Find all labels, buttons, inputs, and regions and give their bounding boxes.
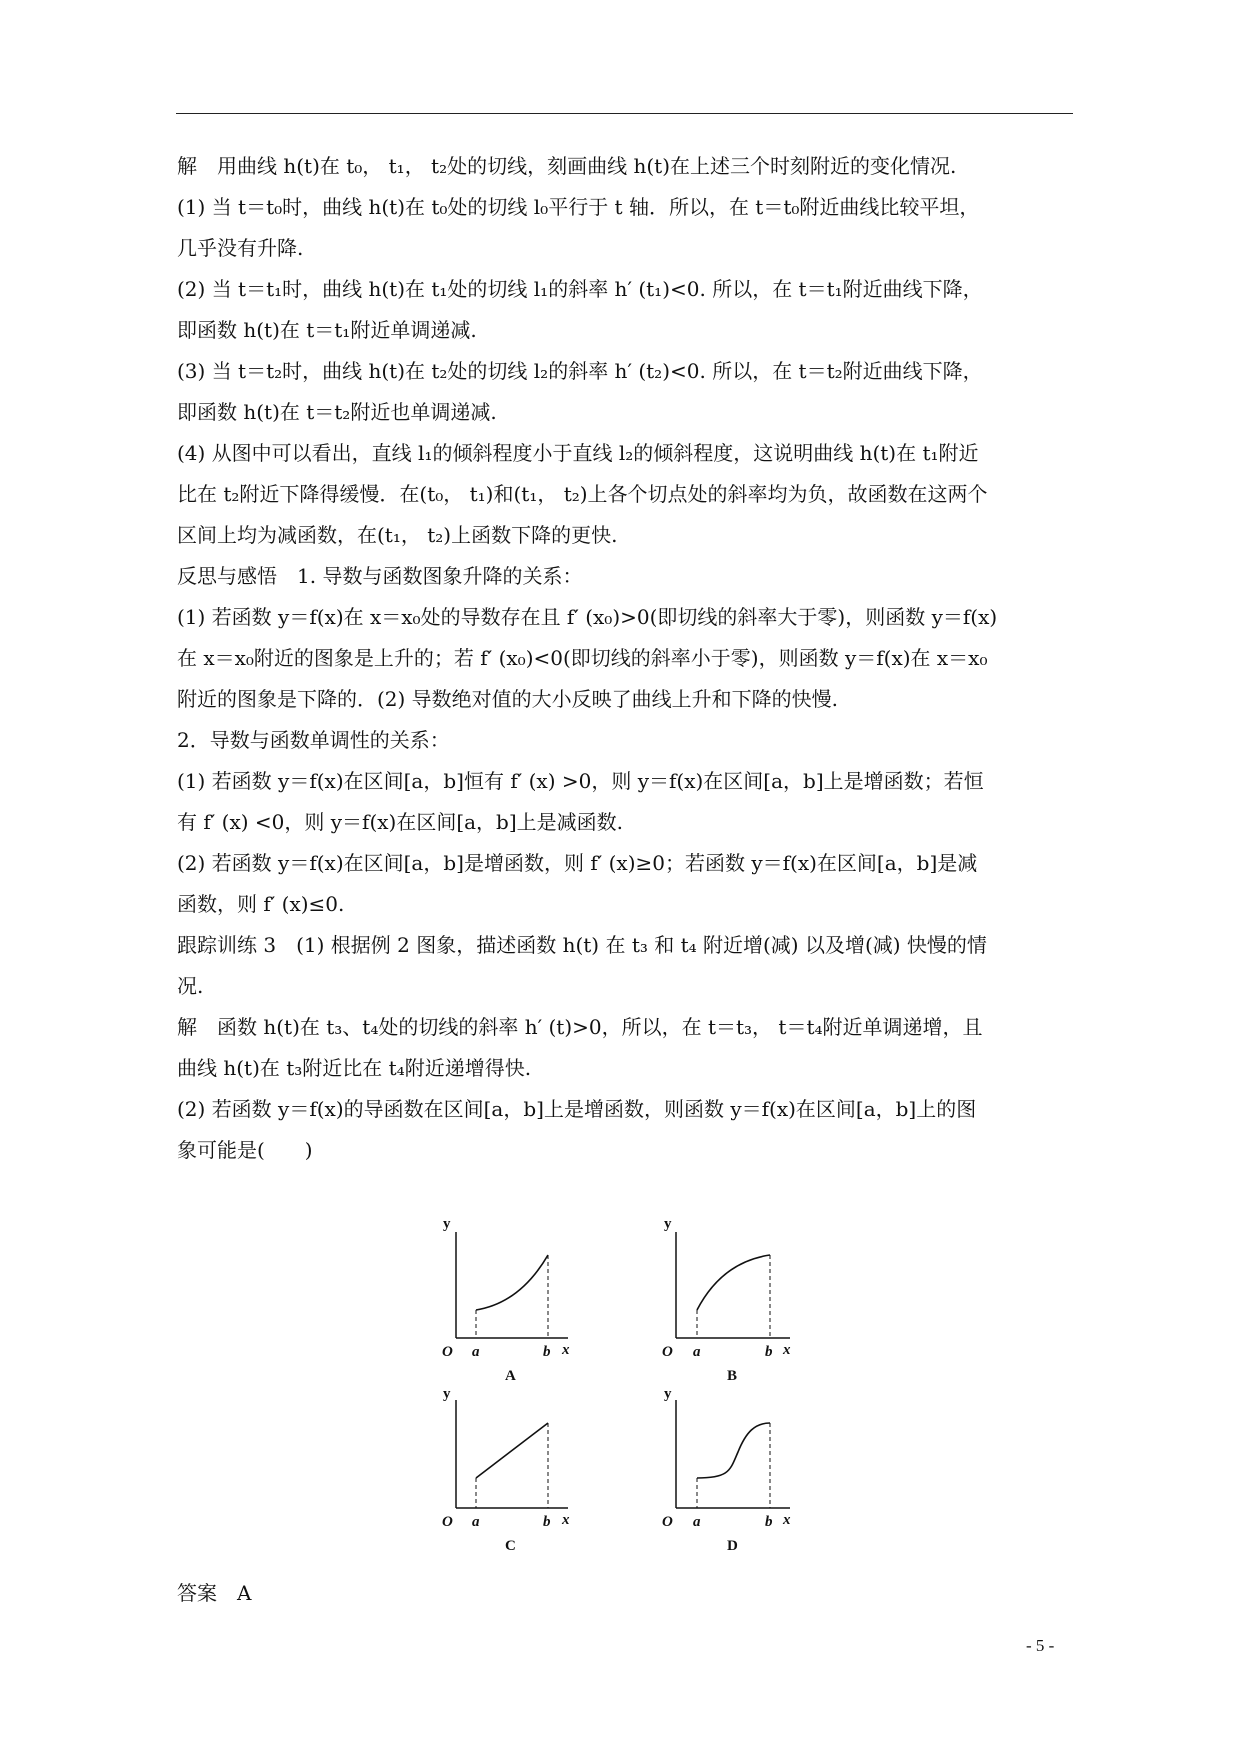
practice-q2-line-b: 象可能是( ) bbox=[177, 1138, 313, 1162]
figure-a-b-label: b bbox=[543, 1344, 551, 1360]
figure-b bbox=[662, 1216, 791, 1384]
reflection-1-line-b: 在 x＝x₀附近的图象是上升的；若 f′ (x₀)<0(即切线的斜率小于零)，则函数 y＝f(x)在 x＝x₀ bbox=[177, 646, 988, 670]
item3-line-a: (3) 当 t＝t₂时，曲线 h(t)在 t₂处的切线 l₂的斜率 h′ (t₂)<0. 所以，在 t＝t₂附近曲线下降， bbox=[177, 359, 983, 383]
figure-a-y-label: y bbox=[443, 1216, 451, 1232]
item2-line-b: 即函数 h(t)在 t＝t₁附近单调递减. bbox=[177, 318, 477, 342]
figure-c bbox=[442, 1386, 570, 1554]
item2-line-a: (2) 当 t＝t₁时，曲线 h(t)在 t₁处的切线 l₁的斜率 h′ (t₁)<0. 所以，在 t＝t₁附近曲线下降， bbox=[177, 277, 983, 301]
item4-line-c: 区间上均为减函数，在(t₁， t₂)上函数下降的更快. bbox=[177, 523, 618, 547]
answer-label: 答案 bbox=[177, 1581, 217, 1605]
answer-line bbox=[177, 1578, 251, 1608]
figure-d-a-label: a bbox=[693, 1514, 701, 1530]
figure-d-origin: O bbox=[662, 1514, 673, 1530]
practice-q1-line-b: 况. bbox=[177, 974, 204, 998]
reflection-point-2: 2．导数与函数单调性的关系： bbox=[177, 728, 450, 752]
page-number: - 5 - bbox=[1026, 1636, 1055, 1655]
reflection-2-line-b: 有 f′ (x) <0，则 y＝f(x)在区间[a，b]上是减函数. bbox=[177, 810, 624, 834]
figure-d-b-label: b bbox=[765, 1514, 773, 1530]
figure-c-curve bbox=[476, 1423, 548, 1478]
figure-a bbox=[442, 1216, 570, 1384]
figure-d bbox=[662, 1386, 791, 1554]
figure-a-caption: A bbox=[505, 1368, 516, 1384]
reflection-point-1: 1. 导数与函数图象升降的关系： bbox=[297, 564, 583, 588]
reflection-1-line-a: (1) 若函数 y＝f(x)在 x＝x₀处的导数存在且 f′ (x₀)>0(即切线的斜率大于零)，则函数 y＝f(x) bbox=[177, 605, 998, 629]
figure-c-caption: C bbox=[505, 1538, 516, 1554]
practice-solution-line-b: 曲线 h(t)在 t₃附近比在 t₄附近递增得快. bbox=[177, 1056, 532, 1080]
figure-b-a-label: a bbox=[693, 1344, 701, 1360]
item1-line-a: (1) 当 t＝t₀时，曲线 h(t)在 t₀处的切线 l₀平行于 t 轴．所以，在 t＝t₀附近曲线比较平坦， bbox=[177, 195, 980, 219]
figure-d-caption: D bbox=[727, 1538, 738, 1554]
practice-q1: (1) 根据例 2 图象，描述函数 h(t) 在 t₃ 和 t₄ 附近增(减) 以及增(减) 快慢的情 bbox=[296, 933, 987, 957]
practice-title: 跟踪训练 3 bbox=[177, 933, 277, 957]
reflection-title: 反思与感悟 bbox=[177, 564, 277, 588]
practice-solution: 函数 h(t)在 t₃、t₄处的切线的斜率 h′ (t)>0，所以，在 t＝t₃， t＝t₄附近单调递增，且 bbox=[217, 1015, 983, 1039]
reflection-1-line-c: 附近的图象是下降的．(2) 导数绝对值的大小反映了曲线上升和下降的快慢. bbox=[177, 687, 839, 711]
item3-line-b: 即函数 h(t)在 t＝t₂附近也单调递减. bbox=[177, 400, 497, 424]
figure-c-a-label: a bbox=[472, 1514, 480, 1530]
figure-a-origin: O bbox=[442, 1344, 453, 1360]
reflection-2-line-a: (1) 若函数 y＝f(x)在区间[a，b]恒有 f′ (x) >0，则 y＝f(x)在区间[a，b]上是增函数；若恒 bbox=[177, 769, 984, 793]
figure-b-x-label: x bbox=[783, 1342, 791, 1358]
item4-line-a: (4) 从图中可以看出，直线 l₁的倾斜程度小于直线 l₂的倾斜程度，这说明曲线 h(t)在 t₁附近 bbox=[177, 441, 979, 465]
figure-c-x-label: x bbox=[562, 1512, 570, 1528]
figure-c-y-label: y bbox=[443, 1386, 451, 1402]
reflection-2-line-d: 函数，则 f′ (x)≤0. bbox=[177, 892, 345, 916]
item4-line-b: 比在 t₂附近下降得缓慢．在(t₀， t₁)和(t₁， t₂)上各个切点处的斜率均为负，故函数在这两个 bbox=[177, 482, 988, 506]
figure-b-origin: O bbox=[662, 1344, 673, 1360]
figure-a-x-label: x bbox=[562, 1342, 570, 1358]
answer-value: A bbox=[237, 1581, 252, 1605]
figure-a-curve bbox=[476, 1255, 548, 1310]
item1-line-b: 几乎没有升降. bbox=[177, 236, 304, 260]
reflection-2-line-c: (2) 若函数 y＝f(x)在区间[a，b]是增函数，则 f′ (x)≥0；若函数 y＝f(x)在区间[a，b]是减 bbox=[177, 851, 978, 875]
solution-intro: 用曲线 h(t)在 t₀， t₁， t₂处的切线，刻画曲线 h(t)在上述三个时刻附近的变化情况. bbox=[217, 154, 957, 178]
figure-b-curve bbox=[697, 1255, 770, 1310]
figure-b-y-label: y bbox=[664, 1216, 672, 1232]
figure-d-y-label: y bbox=[664, 1386, 672, 1402]
figure-d-curve bbox=[697, 1423, 770, 1478]
solution-prefix: 解 bbox=[177, 154, 197, 178]
figure-b-b-label: b bbox=[765, 1344, 773, 1360]
figure-c-origin: O bbox=[442, 1514, 453, 1530]
figure-d-x-label: x bbox=[783, 1512, 791, 1528]
practice-solution-prefix: 解 bbox=[177, 1015, 197, 1039]
figure-c-b-label: b bbox=[543, 1514, 551, 1530]
figure-b-caption: B bbox=[727, 1368, 738, 1384]
practice-q2-line-a: (2) 若函数 y＝f(x)的导函数在区间[a，b]上是增函数，则函数 y＝f(x)在区间[a，b]上的图 bbox=[177, 1097, 977, 1121]
figure-a-a-label: a bbox=[472, 1344, 480, 1360]
